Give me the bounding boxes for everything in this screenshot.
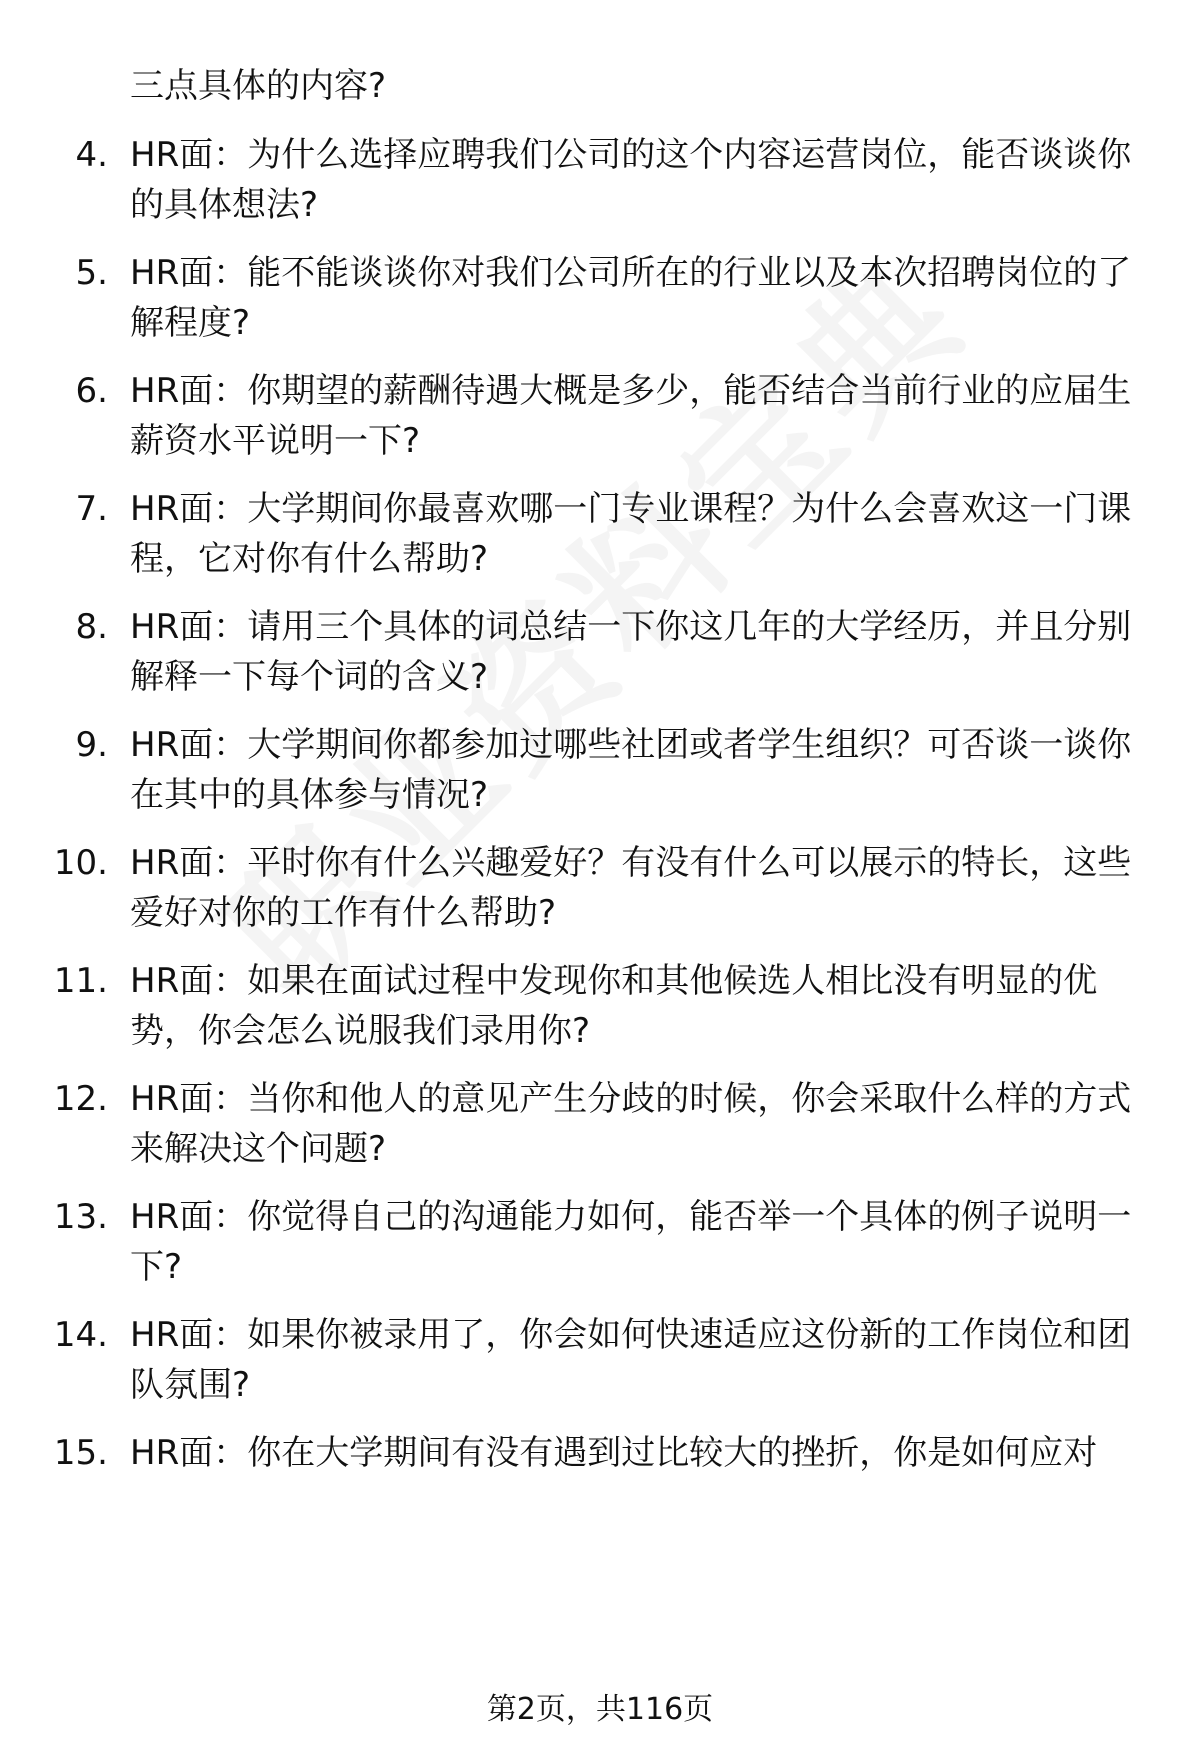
item-number: 15. [53, 1433, 108, 1473]
item-text: HR面：你期望的薪酬待遇大概是多少，能否结合当前行业的应届生薪资水平说明一下? [130, 371, 1132, 461]
item-number: 12. [53, 1079, 108, 1119]
item-text: HR面：如果你被录用了，你会如何快速适应这份新的工作岗位和团队氛围? [130, 1315, 1132, 1405]
item-text: HR面：平时你有什么兴趣爱好？有没有什么可以展示的特长，这些爱好对你的工作有什么帮助? [130, 843, 1132, 933]
item-number: 5. [75, 253, 108, 293]
item-number: 6. [75, 371, 108, 411]
item-number: 11. [53, 961, 108, 1001]
continuation-text: 三点具体的内容? [130, 66, 387, 106]
item-text: HR面：如果在面试过程中发现你和其他候选人相比没有明显的优势，你会怎么说服我们录用你? [130, 961, 1098, 1051]
item-number: 8. [75, 607, 108, 647]
item-number: 13. [53, 1197, 108, 1237]
item-text: HR面：当你和他人的意见产生分歧的时候，你会采取什么样的方式来解决这个问题? [130, 1079, 1132, 1169]
page-footer: 第2页，共116页 [486, 1692, 714, 1727]
item-number: 10. [53, 843, 108, 883]
item-number: 4. [75, 135, 108, 175]
item-text: HR面：大学期间你都参加过哪些社团或者学生组织？可否谈一谈你在其中的具体参与情况? [130, 725, 1132, 815]
item-text: HR面：大学期间你最喜欢哪一门专业课程？为什么会喜欢这一门课程，它对你有什么帮助? [130, 489, 1132, 579]
item-text: HR面：能不能谈谈你对我们公司所在的行业以及本次招聘岗位的了解程度? [130, 253, 1132, 343]
item-number: 9. [75, 725, 108, 765]
item-text: HR面：为什么选择应聘我们公司的这个内容运营岗位，能否谈谈你的具体想法? [130, 135, 1132, 225]
item-number: 7. [75, 489, 108, 529]
item-text: HR面：请用三个具体的词总结一下你这几年的大学经历，并且分别解释一下每个词的含义? [130, 607, 1132, 697]
item-text: HR面：你在大学期间有没有遇到过比较大的挫折，你是如何应对 [130, 1433, 1098, 1473]
item-number: 14. [53, 1315, 108, 1355]
item-text: HR面：你觉得自己的沟通能力如何，能否举一个具体的例子说明一下? [130, 1197, 1132, 1287]
